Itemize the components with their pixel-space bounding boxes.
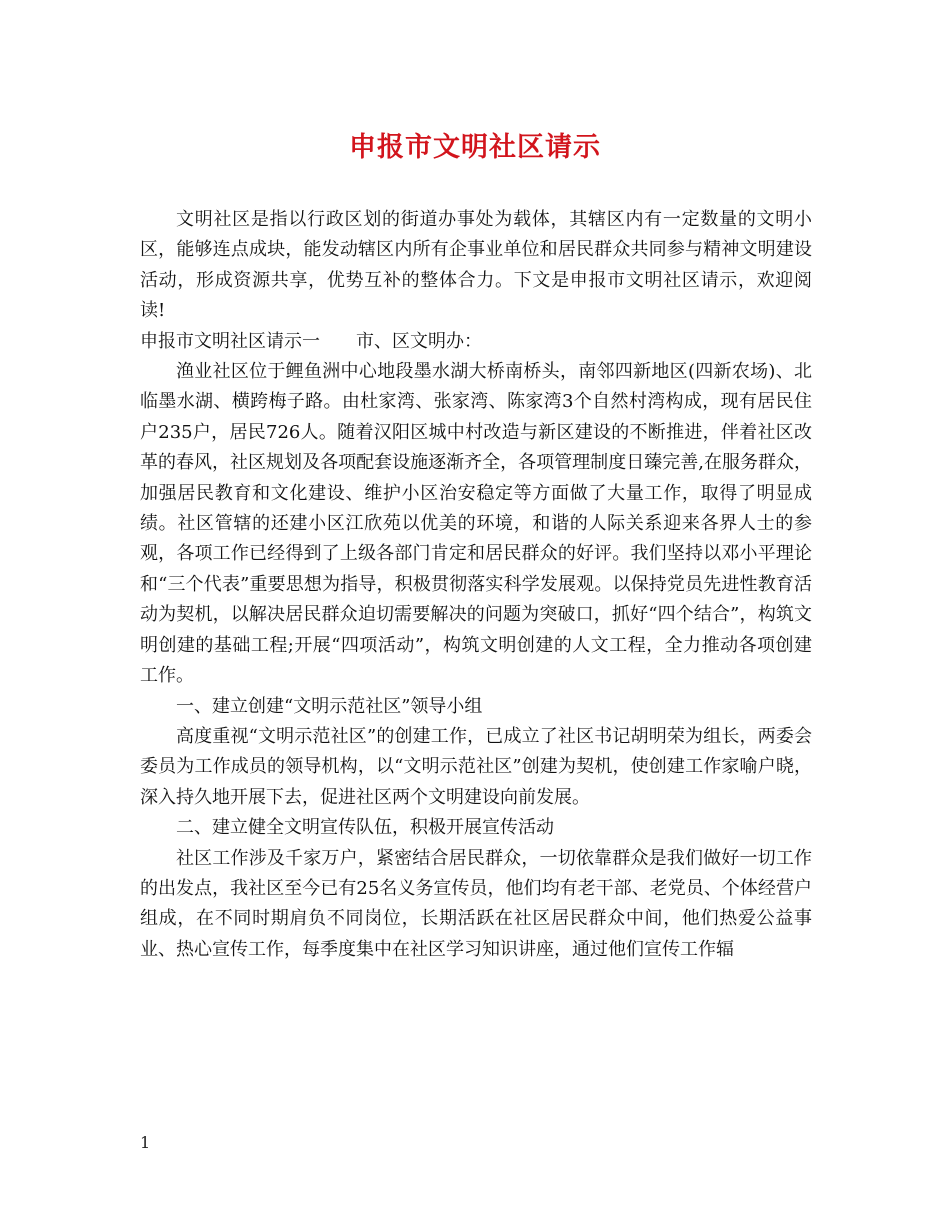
paragraph-section-2: 社区工作涉及千家万户，紧密结合居民群众，一切依靠群众是我们做好一切工作的出发点，我社区至今已有25名义务宣传员，他们均有老干部、老党员、个体经营户组成，在不同时期肩负不同岗位，长期活跃在社区居民群众中间，他们热爱公益事业、热心宣传工作，每季度集中在社区学习知识讲座，通过他们宣传工作辐: [140, 847, 812, 960]
paragraph-salutation: 申报市文明社区请示一 市、区文明办：: [140, 330, 482, 352]
page-number: 1: [140, 1133, 151, 1152]
section-heading-1: 一、建立创建“文明示范社区”领导小组: [176, 695, 483, 717]
section-heading-2: 二、建立健全文明宣传队伍，积极开展宣传活动: [176, 817, 554, 839]
document-title: 申报市文明社区请示: [349, 132, 601, 163]
paragraph-section-1: 高度重视“文明示范社区”的创建工作，已成立了社区书记胡明荣为组长，两委会委员为工作成员的领导机构，以“文明示范社区”创建为契机，使创建工作家喻户晓，深入持久地开展下去，促进社区两个文明建设向前发展。: [140, 725, 812, 808]
document-body: [140, 205, 812, 965]
paragraph-community-overview: 渔业社区位于鲤鱼洲中心地段墨水湖大桥南桥头，南邻四新地区(四新农场)、北临墨水湖、横跨梅子路。由杜家湾、张家湾、陈家湾3个自然村湾构成，现有居民住户235户，居民726人。随着汉阳区城中村改造与新区建设的不断推进，伴着社区改革的春风，社区规划及各项配套设施逐渐齐全，各项管理制度日臻完善,在服务群众，加强居民教育和文化建设、维护小区治安稳定等方面做了大量工作，取得了明显成绩。社区管辖的还建小区江欣苑以优美的环境，和谐的人际关系迎来各界人士的参观，各项工作已经得到了上级各部门肯定和居民群众的好评。我们坚持以邓小平理论和“三个代表”重要思想为指导，积极贯彻落实科学发展观。以保持党员先进性教育活动为契机，以解决居民群众迫切需要解决的问题为突破口，抓好“四个结合”，构筑文明创建的基础工程;开展“四项活动”，构筑文明创建的人文工程，全力推动各项创建工作。: [140, 361, 812, 687]
paragraph-intro: 文明社区是指以行政区划的街道办事处为载体，其辖区内有一定数量的文明小区，能够连点成块，能发动辖区内所有企事业单位和居民群众共同参与精神文明建设活动，形成资源共享，优势互补的整体合力。下文是申报市文明社区请示，欢迎阅读!: [140, 209, 812, 322]
